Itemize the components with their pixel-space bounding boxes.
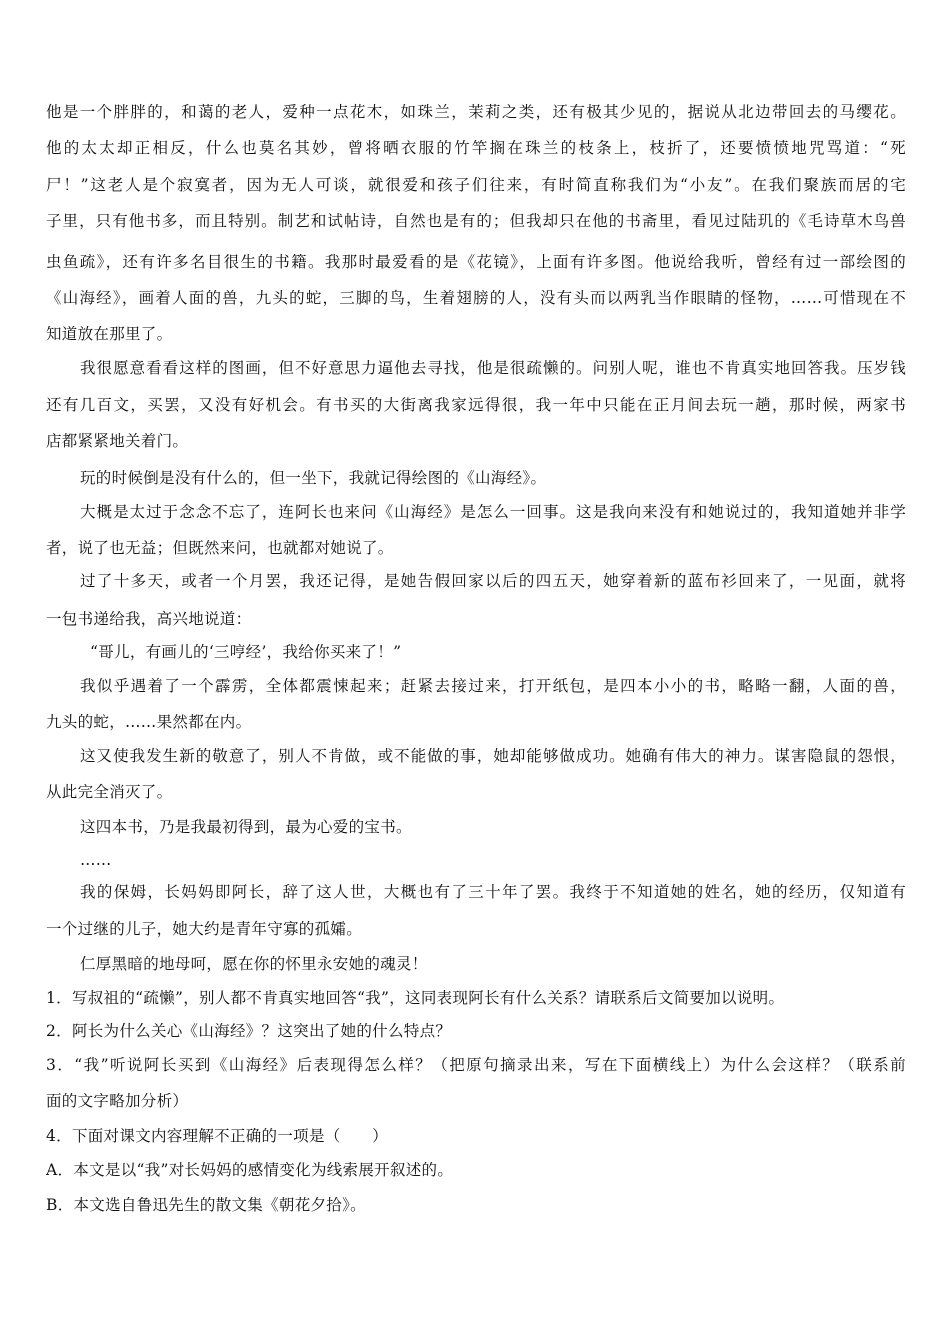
passage-line: 大概是太过于念念不忘了，连阿长也来问《山海经》是怎么一回事。这是我向来没有和她说过的，我知道她并非学 — [80, 503, 906, 521]
passage-line: 玩的时候倒是没有什么的，但一坐下，我就记得绘图的《山海经》。 — [80, 469, 547, 487]
passage-line: 从此完全消灭了。 — [46, 783, 173, 801]
passage-line: 过了十多天，或者一个月罢，我还记得，是她告假回家以后的四五天，她穿着新的蓝布衫回来了，一见面，就将 — [80, 572, 906, 590]
question-1: 1．写叔祖的“疏懒”，别人都不肯真实地回答“我”，这同表现阿长有什么关系？请联系后文简要加以说明。 — [46, 989, 785, 1007]
question-2: 2．阿长为什么关心《山海经》？这突出了她的什么特点？ — [46, 1022, 452, 1040]
question-4: 4．下面对课文内容理解不正确的一项是（ ） — [46, 1127, 388, 1145]
question-3: 3．“我”听说阿长买到《山海经》后表现得怎么样？（把原句摘录出来，写在下面横线上）为什么会这样？（联系前 — [46, 1056, 906, 1074]
passage-line: 一包书递给我，高兴地说道： — [46, 610, 252, 628]
passage-line: 《山海经》，画着人面的兽，九头的蛇，三脚的鸟，生着翅膀的人，没有头而以两乳当作眼睛的怪物，……可惜现在不 — [46, 289, 906, 307]
passage-line: 我似乎遇着了一个霹雳，全体都震悚起来；赶紧去接过来，打开纸包，是四本小小的书，略略一翻，人面的兽， — [80, 677, 906, 695]
passage-line: 我很愿意看看这样的图画，但不好意思力逼他去寻找，他是很疏懒的。问别人呢，谁也不肯真实地回答我。压岁钱 — [80, 359, 906, 377]
passage-line: 他的太太却正相反，什么也莫名其妙，曾将晒衣服的竹竿搁在珠兰的枝条上，枝折了，还要愤愤地咒骂道：“死 — [46, 139, 906, 157]
passage-line: 者，说了也无益；但既然来问，也就都对她说了。 — [46, 539, 394, 557]
option-b: B．本文选自鲁迅先生的散文集《朝花夕拾》。 — [46, 1196, 366, 1214]
passage-line: 一个过继的儿子，她大约是青年守寡的孤孀。 — [46, 920, 363, 938]
passage-line: 九头的蛇，……果然都在内。 — [46, 713, 252, 731]
passage-dialogue: “哥儿，有画儿的‘三哼经’，我给你买来了！” — [90, 643, 402, 661]
passage-line: 这四本书，乃是我最初得到，最为心爱的宝书。 — [80, 818, 412, 836]
passage-ellipsis: …… — [80, 851, 112, 869]
question-3-continued: 面的文字略加分析） — [46, 1092, 189, 1110]
passage-line: 子里，只有他书多，而且特别。制艺和试帖诗，自然也是有的；但我却只在他的书斋里，看见过陆玑的《毛诗草木鸟兽 — [46, 212, 906, 230]
passage-line: 虫鱼疏》，还有许多名目很生的书籍。我那时最爱看的是《花镜》，上面有许多图。他说给我听，曾经有过一部绘图的 — [46, 253, 906, 271]
passage-line: 知道放在那里了。 — [46, 325, 173, 343]
passage-line: 我的保姆，长妈妈即阿长，辞了这人世，大概也有了三十年了罢。我终于不知道她的姓名，她的经历，仅知道有 — [80, 883, 906, 901]
passage-line: 这又使我发生新的敬意了，别人不肯做，或不能做的事，她却能够做成功。她确有伟大的神力。谋害隐鼠的怨恨， — [80, 747, 906, 765]
passage-line: 还有几百文，买罢，又没有好机会。有书买的大街离我家远得很，我一年中只能在正月间去玩一趟，那时候，两家书 — [46, 396, 906, 414]
passage-line: 尸！”这老人是个寂寞者，因为无人可谈，就很爱和孩子们往来，有时简直称我们为“小友”。在我们聚族而居的宅 — [46, 176, 906, 194]
passage-line: 他是一个胖胖的，和蔼的老人，爱种一点花木，如珠兰，茉莉之类，还有极其少见的，据说从北边带回去的马缨花。 — [46, 103, 906, 121]
passage-line: 仁厚黑暗的地母呵，愿在你的怀里永安她的魂灵！ — [80, 955, 428, 973]
passage-line: 店都紧紧地关着门。 — [46, 432, 189, 450]
option-a: A．本文是以“我”对长妈妈的感情变化为线索展开叙述的。 — [46, 1161, 454, 1179]
